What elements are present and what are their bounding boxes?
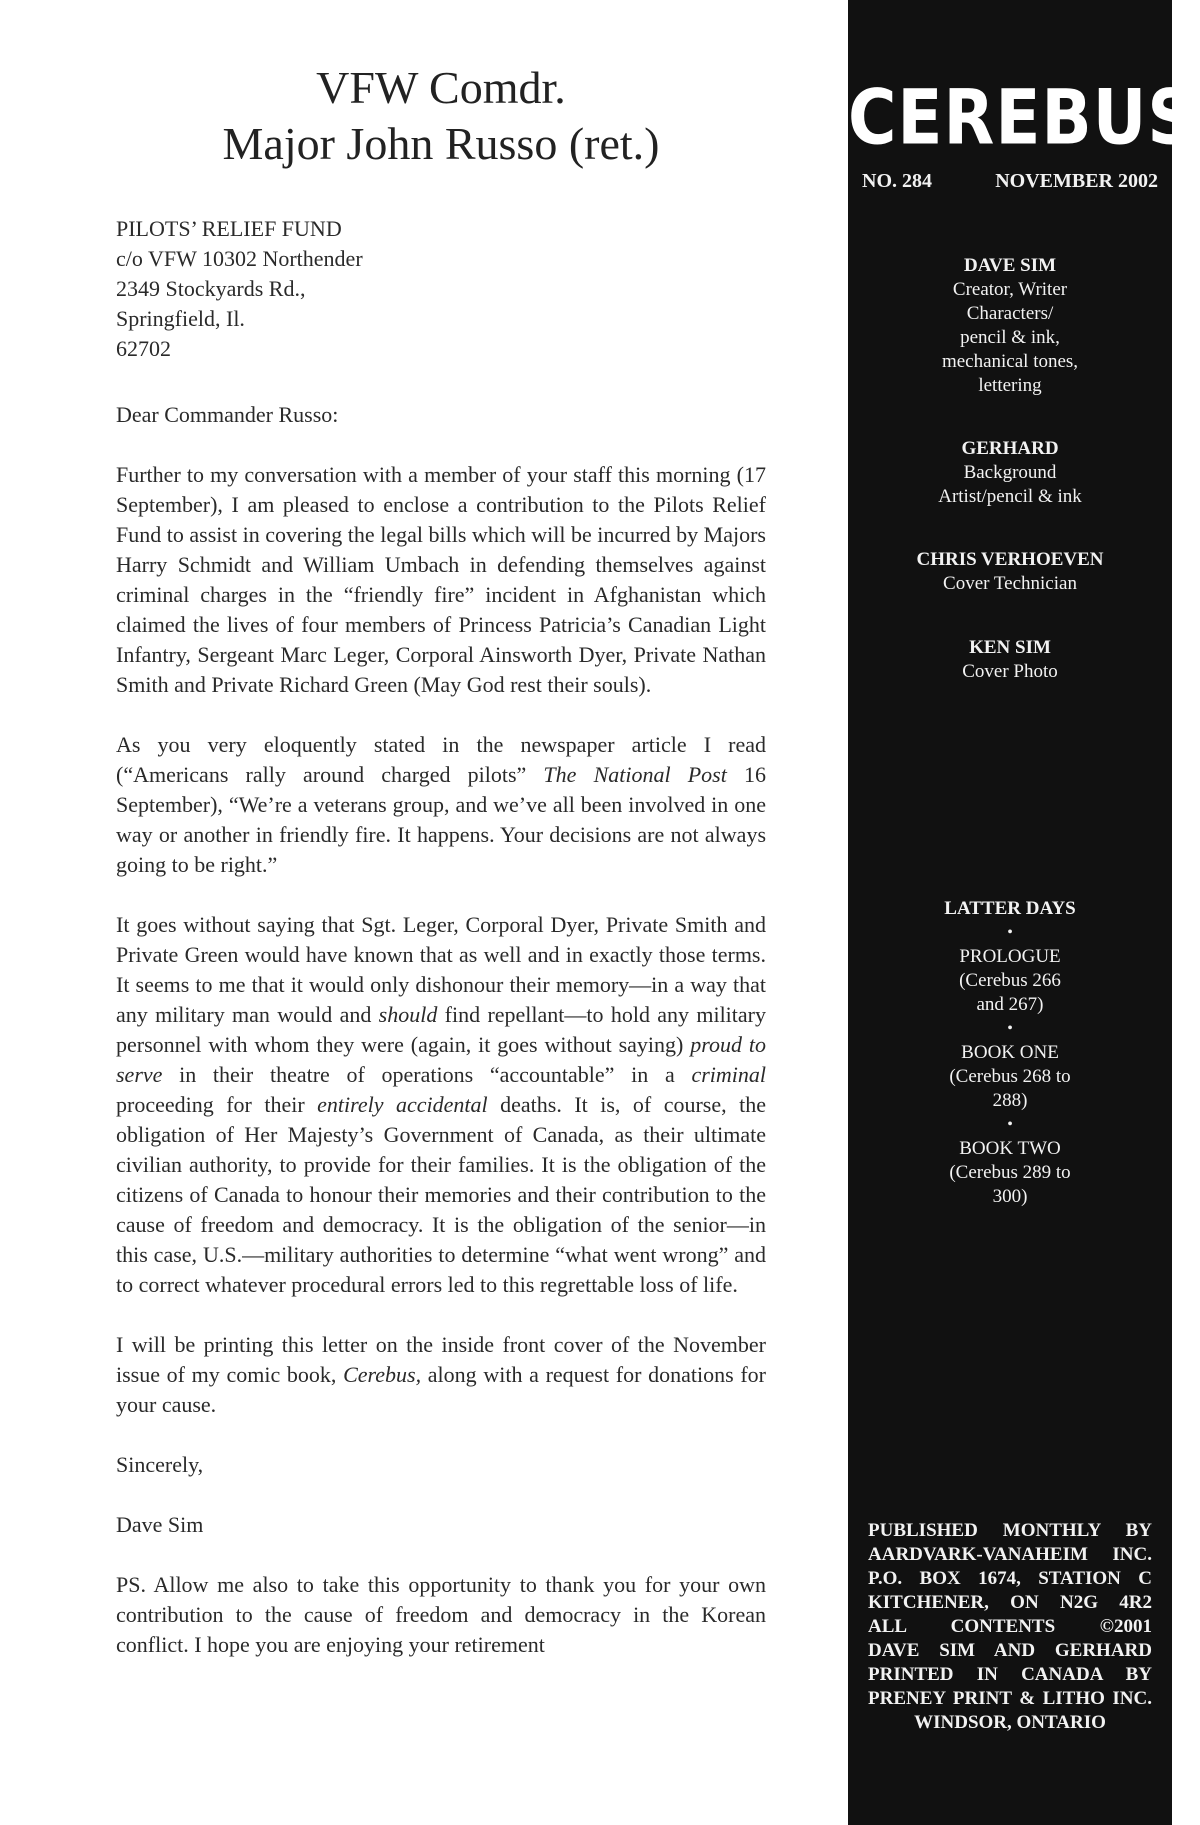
bullet-icon: •	[1007, 1116, 1013, 1133]
letter	[116, 60, 766, 1690]
bullet-icon: •	[1007, 1020, 1013, 1037]
publisher-line: WINDSOR, ONTARIO	[914, 1712, 1106, 1733]
paragraph-3	[116, 910, 766, 1300]
series-entry: (Cerebus 268 to	[949, 1066, 1071, 1087]
masthead-sidebar	[848, 0, 1196, 1825]
title-line-1: VFW Comdr.	[316, 62, 566, 113]
credit-name: KEN SIM	[969, 637, 1051, 658]
series-entry: PROLOGUE	[959, 946, 1061, 967]
publisher-line: AARDVARK-VANAHEIM INC.	[868, 1544, 1152, 1565]
closing: Sincerely,	[116, 1452, 204, 1477]
text-run: proceeding for their	[116, 1092, 318, 1117]
text-run: deaths. It is, of course, the obligation of Her Majesty’s Government of Canada, as their ultimate civilian authority, to provide for their families. It is the obligation of the citizens of Canada to honour their memories and their contribution to the cause of freedom and democracy. It is the obligation of the senior—in this case, U.S.—military authorities to determine “what went wrong” and to correct whatever procedural errors led to this regrettable loss of life.	[116, 1092, 766, 1297]
credit-ken-sim	[848, 636, 1172, 684]
postscript: PS. Allow me also to take this opportunity to thank you for your own contribution to the cause of freedom and democracy in the Korean conflict. I hope you are enjoying your retirement	[116, 1572, 766, 1657]
credit-role: Characters/	[966, 303, 1054, 324]
address-line: Springfield, Il.	[116, 306, 245, 331]
credit-role: mechanical tones,	[941, 351, 1079, 372]
publisher-line: ALL CONTENTS ©2001	[868, 1616, 1152, 1637]
recipient-address	[116, 214, 766, 364]
italic-run: entirely accidental	[317, 1092, 488, 1117]
text-run: in their theatre of operations “accountable” in a	[162, 1062, 692, 1087]
publisher-line: PUBLISHED MONTHLY BY	[868, 1520, 1152, 1541]
italic-run: Cerebus,	[343, 1362, 422, 1387]
signature: Dave Sim	[116, 1512, 204, 1537]
credit-role: lettering	[978, 375, 1042, 396]
text-run: 16 September), “We’re a veterans group, and we’ve all been involved in one way or another in friendly fire. It happens. Your decisions are not always going to be right.”	[116, 762, 766, 877]
series-entry: 288)	[992, 1090, 1028, 1111]
letter-title	[116, 60, 766, 172]
publisher-info	[868, 1519, 1152, 1735]
text-run: along with a request for donations for your cause.	[116, 1362, 766, 1417]
series-entry: (Cerebus 289 to	[949, 1162, 1071, 1183]
italic-run: should	[378, 1002, 438, 1027]
address-line: PILOTS’ RELIEF FUND	[116, 216, 342, 241]
publisher-line: PRENEY PRINT & LITHO INC.	[868, 1688, 1152, 1709]
credit-role: Creator, Writer	[952, 279, 1068, 300]
credit-dave-sim	[848, 254, 1172, 398]
credit-chris-verhoeven	[848, 548, 1172, 596]
series-entry: BOOK TWO	[959, 1138, 1061, 1159]
paragraph-4	[116, 1330, 766, 1420]
text-run: It goes without saying that Sgt. Leger, Corporal Dyer, Private Smith and Private Green would have known that as well and in exactly those terms. It seems to me that it would only dishonour their memory—in a way that any military man would and	[116, 912, 766, 1027]
cerebus-logo: CEREBUS	[848, 73, 1196, 162]
credit-gerhard	[848, 437, 1172, 509]
series-entry: 300)	[992, 1186, 1028, 1207]
publisher-line: KITCHENER, ON N2G 4R2	[868, 1592, 1152, 1613]
salutation: Dear Commander Russo:	[116, 402, 339, 427]
issue-line	[862, 170, 1158, 193]
italic-run: criminal	[691, 1062, 766, 1087]
text-run: find repellant—to hold any military personnel with whom they were (again, it goes without saying)	[116, 1002, 766, 1057]
text-run: I will be printing this letter on the inside front cover of the November issue of my comic book,	[116, 1332, 766, 1387]
issue-number: NO. 284	[862, 170, 932, 192]
series-entry: (Cerebus 266	[959, 970, 1061, 991]
credit-role: Artist/pencil & ink	[938, 486, 1082, 507]
credit-role: Background	[963, 462, 1057, 483]
paragraph-2	[116, 730, 766, 880]
italic-run: proud to serve	[116, 1032, 766, 1087]
publisher-line: PRINTED IN CANADA BY	[868, 1664, 1152, 1685]
issue-date: NOVEMBER 2002	[995, 170, 1158, 192]
series-title: LATTER DAYS	[944, 898, 1076, 919]
credit-role: Cover Technician	[943, 573, 1077, 594]
publisher-line: P.O. BOX 1674, STATION C	[868, 1568, 1152, 1589]
credit-name: GERHARD	[961, 438, 1059, 459]
credit-role: Cover Photo	[962, 661, 1058, 682]
series-list	[848, 897, 1172, 1209]
text-run: As you very eloquently stated in the newspaper article I read (“Americans rally around charged pilots”	[116, 732, 766, 787]
address-line: c/o VFW 10302 Northender	[116, 246, 363, 271]
credit-role: pencil & ink,	[960, 327, 1060, 348]
series-entry: and 267)	[976, 994, 1044, 1015]
bullet-icon: •	[1007, 924, 1013, 941]
title-line-2: Major John Russo (ret.)	[222, 118, 660, 169]
credit-name: CHRIS VERHOEVEN	[916, 549, 1104, 570]
italic-run: The National Post	[543, 762, 727, 787]
publisher-line: DAVE SIM AND GERHARD	[868, 1640, 1152, 1661]
credit-name: DAVE SIM	[963, 255, 1057, 276]
series-entry: BOOK ONE	[961, 1042, 1059, 1063]
paragraph-1: Further to my conversation with a member of your staff this morning (17 September), I am pleased to enclose a contribution to the Pilots Relief Fund to assist in covering the legal bills which will be incurred by Majors Harry Schmidt and William Umbach in defending themselves against criminal charges in the “friendly fire” incident in Afghanistan which claimed the lives of four members of Princess Patricia’s Canadian Light Infantry, Sergeant Marc Leger, Corporal Ainsworth Dyer, Private Nathan Smith and Private Richard Green (May God rest their souls).	[116, 462, 766, 697]
address-line: 2349 Stockyards Rd.,	[116, 276, 306, 301]
address-line: 62702	[116, 336, 171, 361]
